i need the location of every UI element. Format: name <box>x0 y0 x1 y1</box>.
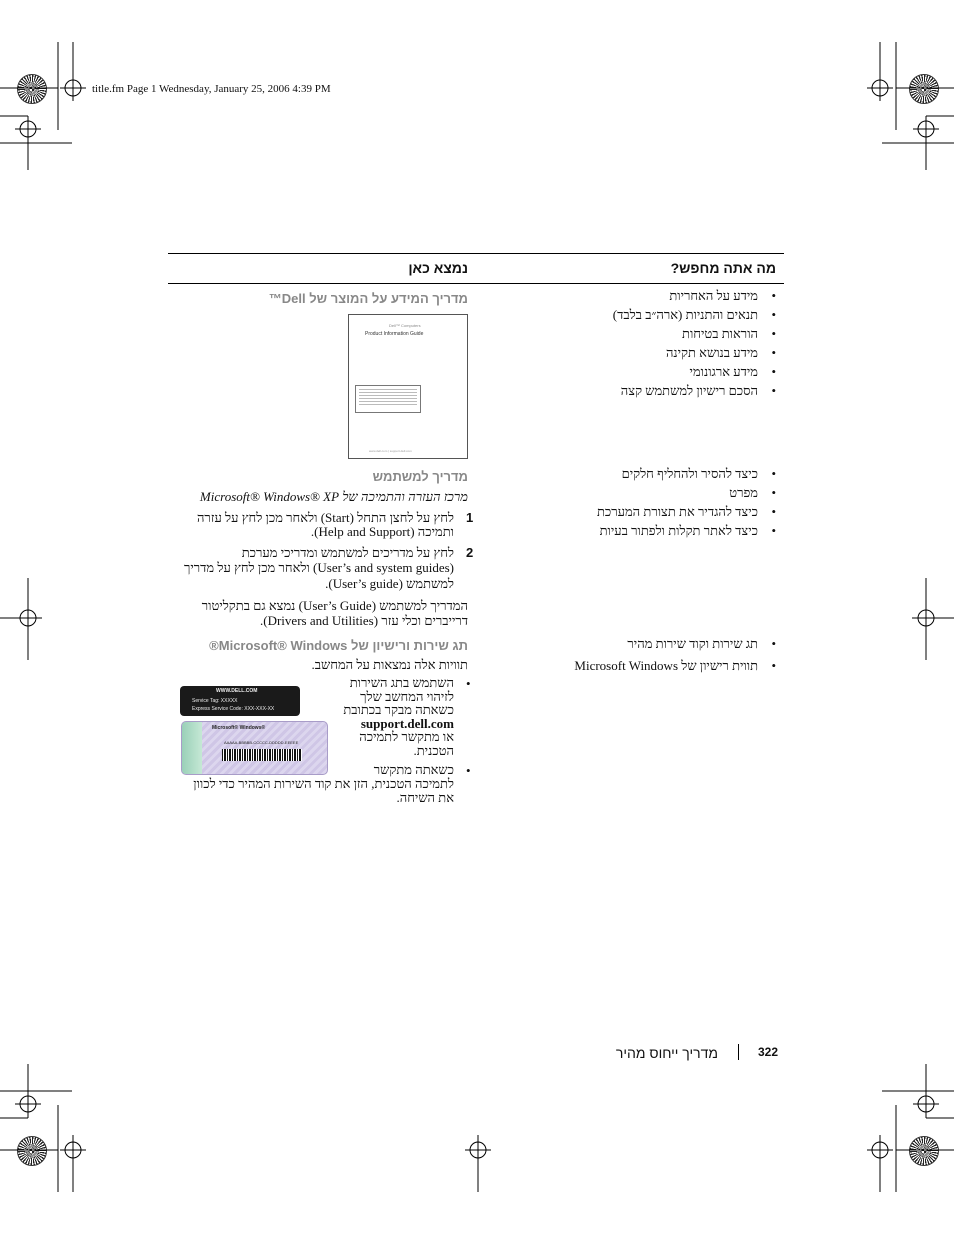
coa-product-key: AAAAA-BBBBB-CCCCC-DDDDD-EEEEE <box>224 740 299 745</box>
table-top-rule <box>168 253 784 254</box>
barcode-icon <box>222 749 302 761</box>
support-url: support.dell.com <box>360 715 454 731</box>
footer-divider <box>738 1044 739 1060</box>
bullet-icon: • <box>466 676 471 691</box>
guide-cover-title: Product Information Guide <box>365 331 424 337</box>
step2-line1: לחץ על מדריכים למשתמש ומדריכי מערכת <box>241 545 454 560</box>
bullet1-line: או מתקשר לתמיכה <box>359 729 454 744</box>
col-right-heading: מה אתה מחפש? <box>670 260 776 276</box>
page-number: 322 <box>758 1045 779 1059</box>
label-service-tag: Service Tag: XXXXX <box>192 698 238 704</box>
label-site: WWW.DELL.COM <box>216 688 258 694</box>
coa-side-strip <box>182 722 202 774</box>
step1-line1: לחץ על לחצן התחל (Start) ולאחר מכן לחץ על עזרה <box>196 510 454 525</box>
step1-line2: ותמיכה (Help and Support). <box>310 524 454 539</box>
section3-right-list <box>560 634 780 675</box>
step2-number: 2 <box>466 545 474 560</box>
list-item: • כיצד לאתר תקלות ולפתור בעיות <box>560 521 780 540</box>
table-header-rule <box>168 283 784 284</box>
list-item: • מידע על האחריות <box>560 286 780 305</box>
list-item: • מפרט <box>560 483 780 502</box>
section3-intro: תוויות אלה נמצאות על המחשב. <box>311 657 468 672</box>
section3-bullet1 <box>330 676 454 757</box>
section3-heading: תג שירות ורישיון של Microsoft® Windows® <box>209 638 468 653</box>
bullet2-line: כשאתה מתקשר <box>373 762 454 777</box>
guide-cover-warning-box <box>355 385 421 413</box>
bullet2-line: את השיחה. <box>396 790 454 805</box>
section2-heading: מדריך למשתמש <box>372 469 468 484</box>
windows-coa-label-image <box>181 721 328 775</box>
list-item: • הסכם רישיון למשתמש קצה <box>560 381 780 400</box>
col-left-heading: נמצא כאן <box>408 260 468 276</box>
footer-title: מדריך ייחוס מהיר <box>615 1045 718 1061</box>
list-item: • כיצד להגדיר את תצורת המערכת <box>560 502 780 521</box>
list-item: • הוראות בטיחות <box>560 324 780 343</box>
section2-note-line2: דרייברים וכלי עזר (Drivers and Utilities). <box>260 613 468 628</box>
step1-number: 1 <box>466 510 474 525</box>
bullet1-line: הטכנית. <box>413 742 454 758</box>
list-item: • כיצד להסיר ולהחליף חלקים <box>560 464 780 483</box>
coa-brand: Microsoft® Windows® <box>212 725 266 731</box>
service-tag-label-image <box>180 686 300 716</box>
section1-heading: מדריך המידע על המוצר של Dell™ <box>268 291 468 306</box>
label-express-code: Express Service Code: XXX-XXX-XX <box>192 706 275 712</box>
bullet1-line: לזיהוי המחשב שלך <box>360 688 454 704</box>
bullet1-line: השתמש בתג השירות <box>349 675 454 690</box>
file-header: title.fm Page 1 Wednesday, January 25, 2006 4:39 PM <box>92 83 331 95</box>
bullet2-line: לתמיכה הטכנית, הזן את קוד השירות המהיר כדי לכוון <box>193 776 454 791</box>
list-item: • תג שירות וקוד שירות מהיר <box>560 634 780 653</box>
guide-cover-brand: Dell™ Computers <box>389 323 421 328</box>
step2-line3: למשתמש (User’s guide). <box>325 576 454 591</box>
step2-line2: (User’s and system guides) ולאחר מכן לחץ על מדריך <box>184 560 454 575</box>
product-guide-cover-image <box>348 314 468 459</box>
section1-right-list <box>560 286 780 400</box>
list-item: • מידע בנושא תקינה <box>560 343 780 362</box>
section2-right-list <box>560 464 780 540</box>
list-item: • תווית רישיון של Microsoft Windows <box>560 656 780 675</box>
bullet1-line: כשאתה מבקר בכתובת <box>343 702 454 717</box>
section2-subheading: מרכז העזרה והתמיכה של Microsoft® Windows® XP <box>199 489 468 504</box>
list-item: • מידע ארגונומי <box>560 362 780 381</box>
guide-cover-footer: www.dell.com | support.dell.com <box>369 449 412 453</box>
section2-note-line1: המדריך למשתמש (User’s Guide) נמצא גם בתקליטור <box>201 598 468 613</box>
bullet-icon: • <box>466 763 471 778</box>
list-item: • תנאים והתניות (ארה״ב בלבד) <box>560 305 780 324</box>
